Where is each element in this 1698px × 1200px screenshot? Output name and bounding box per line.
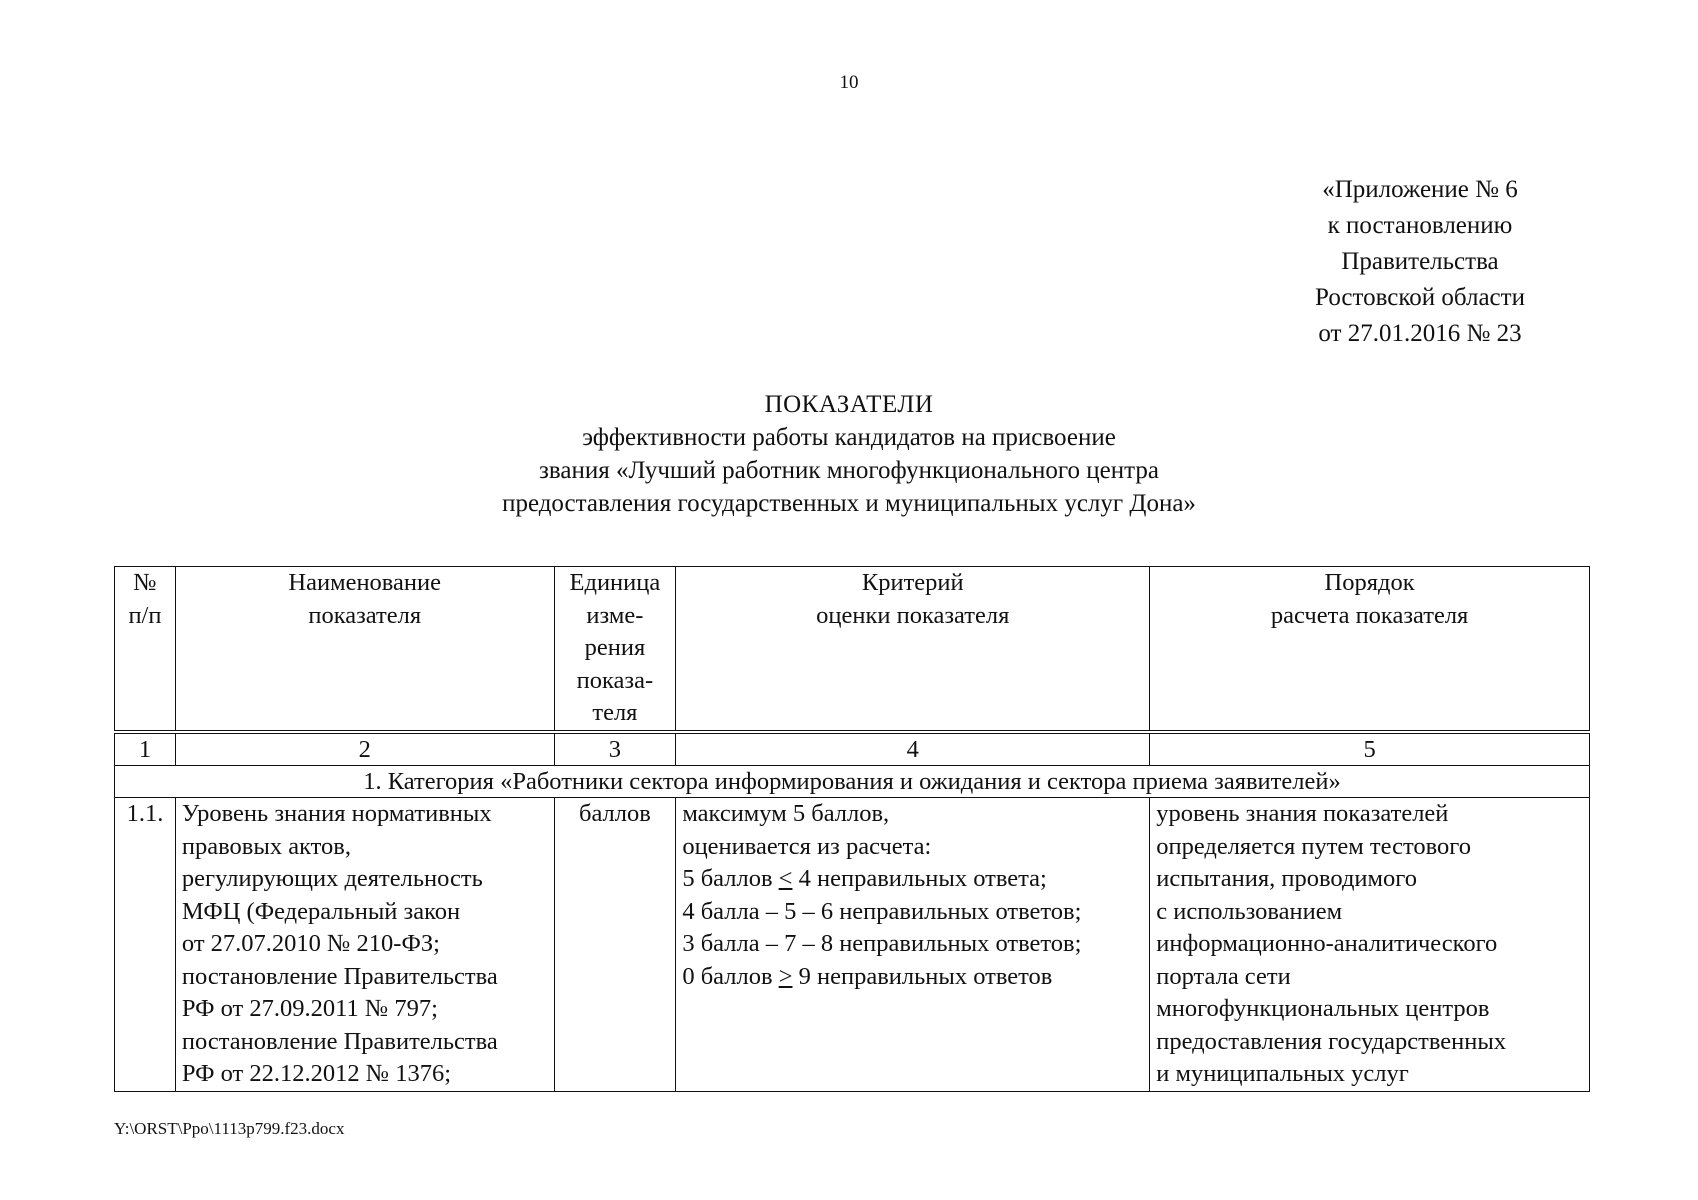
cell-line: МФЦ (Федеральный закон: [181, 897, 461, 925]
column-number: 2: [175, 732, 554, 766]
cell-line: и муниципальных услуг: [1156, 1060, 1409, 1087]
category-title: 1. Категория «Работники сектора информирования и ожидания и сектора приема заявителей»: [115, 766, 1590, 798]
cell-line: максимум 5 баллов,: [682, 800, 890, 827]
heading-line: звания «Лучший работник многофункционального центра: [539, 457, 1159, 484]
column-number-row: [115, 732, 1590, 766]
heading-line: эффективности работы кандидатов на присвоение: [582, 424, 1116, 451]
cell-line: постановление Правительства: [181, 962, 498, 990]
header-text: показателя: [308, 601, 422, 629]
heading-line: предоставления государственных и муниципальных услуг Дона»: [502, 490, 1196, 517]
cell-line: многофункциональных центров: [1156, 995, 1490, 1022]
header-text: расчета показателя: [1270, 601, 1469, 629]
header-text: показа-: [576, 666, 654, 694]
cell-line: [682, 961, 1143, 994]
text-segment: 5 баллов: [682, 865, 779, 892]
text-segment: 9 неправильных ответов: [792, 962, 1053, 990]
cell-line: информационно-аналитического: [1156, 930, 1498, 957]
column-number: 3: [554, 732, 676, 766]
appendix-line: от 27.01.2016 № 23: [1318, 320, 1522, 347]
cell-line: 3 балла – 7 – 8 неправильных ответов;: [682, 930, 1082, 957]
cell-line: с использованием: [1156, 897, 1343, 925]
header-cell-name: [175, 567, 554, 733]
cell-line: определяется путем тестового: [1156, 832, 1471, 860]
cell-line: 4 балла – 5 – 6 неправильных ответов;: [682, 897, 1082, 925]
cell-line: РФ от 27.09.2011 № 797;: [181, 995, 438, 1022]
indicator-procedure: [1150, 798, 1590, 1092]
appendix-line: к постановлению: [1327, 212, 1513, 239]
cell-line: оценивается из расчета:: [682, 832, 932, 860]
document-heading: [0, 388, 1698, 520]
less-equal-symbol: <: [778, 865, 793, 892]
cell-line: [682, 863, 1143, 896]
column-number: 1: [115, 732, 176, 766]
header-cell-number: [115, 567, 176, 733]
header-cell-procedure: [1150, 567, 1590, 733]
table-header-row: [115, 567, 1590, 733]
table-row: [115, 798, 1590, 1092]
cell-line: предоставления государственных: [1156, 1027, 1507, 1055]
cell-line: РФ от 22.12.2012 № 1376;: [181, 1060, 452, 1087]
appendix-note: [1245, 172, 1595, 352]
greater-equal-symbol: >: [778, 962, 793, 990]
indicator-criteria: [676, 798, 1150, 1092]
cell-line: регулирующих деятельность: [181, 865, 483, 892]
header-text: теля: [592, 699, 638, 726]
header-text: п/п: [128, 601, 162, 629]
header-text: Порядок: [1324, 569, 1415, 596]
appendix-line: Ростовской области: [1315, 284, 1525, 311]
text-segment: 4 неправильных ответа;: [792, 865, 1047, 892]
header-text: изме-: [586, 601, 644, 629]
cell-line: Уровень знания нормативных: [181, 800, 492, 827]
cell-line: от 27.07.2010 № 210-ФЗ;: [181, 930, 440, 957]
header-cell-criteria: [676, 567, 1150, 733]
category-row: [115, 766, 1590, 798]
header-text: Наименование: [288, 569, 442, 596]
header-text: Критерий: [861, 569, 964, 596]
indicator-unit: баллов: [554, 798, 676, 1092]
row-number: 1.1.: [115, 798, 176, 1092]
appendix-line: «Приложение № 6: [1322, 176, 1518, 203]
appendix-line: Правительства: [1341, 248, 1499, 275]
header-text: №: [133, 569, 157, 596]
footer-file-path: Y:\ORST\Ppo\1113p799.f23.docx: [114, 1119, 345, 1138]
cell-line: портала сети: [1156, 962, 1291, 990]
indicators-table: [114, 566, 1590, 1092]
header-cell-unit: [554, 567, 676, 733]
page-number: 10: [839, 72, 859, 93]
header-text: рения: [584, 634, 646, 661]
document-title: ПОКАЗАТЕЛИ: [764, 391, 934, 418]
cell-line: уровень знания показателей: [1156, 800, 1449, 827]
cell-line: правовых актов,: [181, 832, 351, 860]
column-number: 4: [676, 732, 1150, 766]
text-segment: 0 баллов: [682, 962, 779, 990]
header-text: оценки показателя: [816, 601, 1010, 629]
header-text: Единица: [569, 569, 661, 596]
column-number: 5: [1150, 732, 1590, 766]
indicator-name: [175, 798, 554, 1092]
cell-line: постановление Правительства: [181, 1027, 498, 1055]
cell-line: испытания, проводимого: [1156, 865, 1417, 892]
